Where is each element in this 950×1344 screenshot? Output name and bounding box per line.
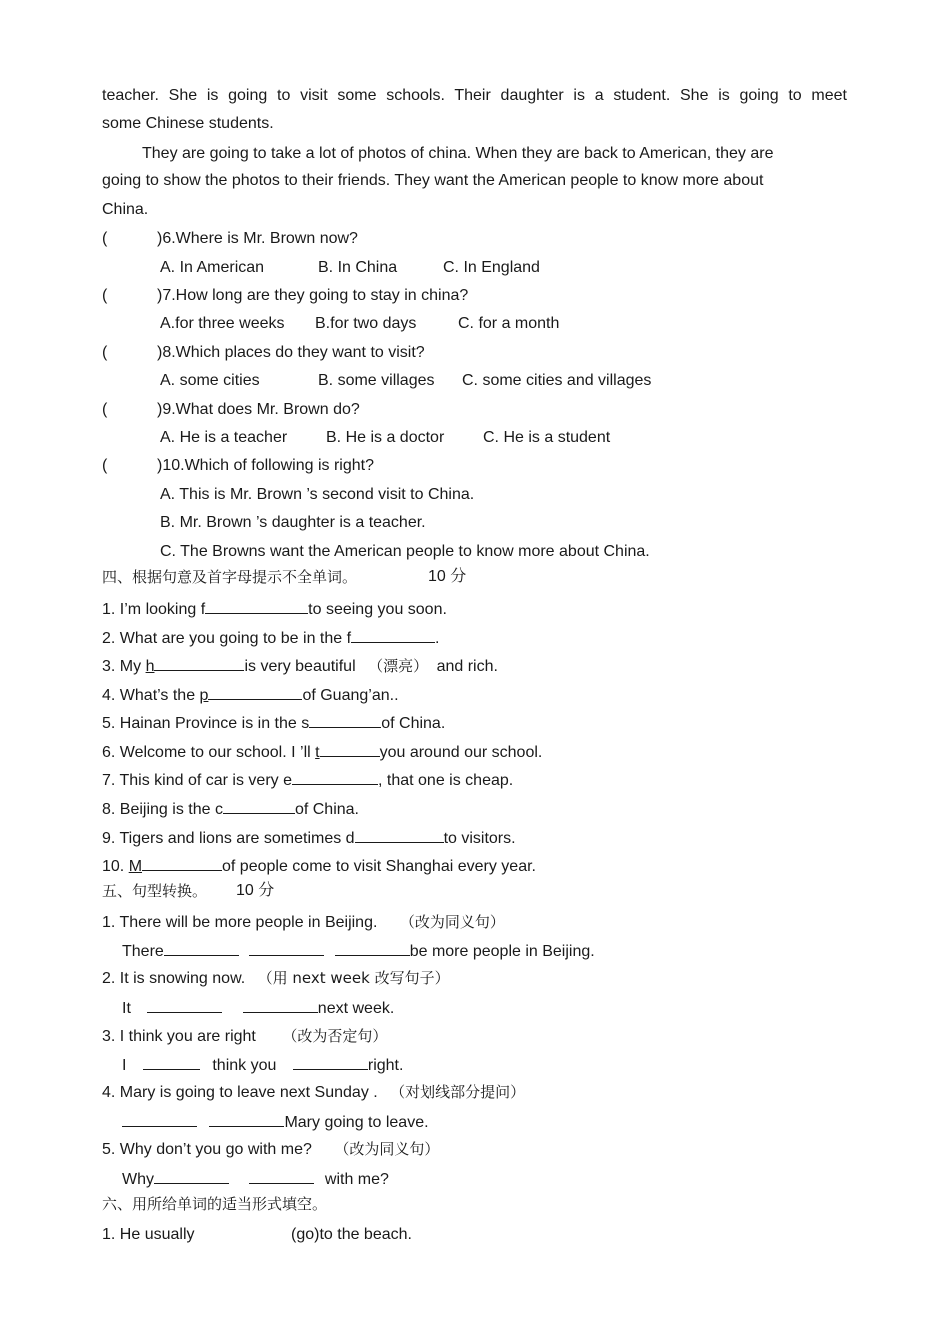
section-heading: 六、用所给单词的适当形式填空。 xyxy=(102,1195,328,1213)
answer-paren: ( xyxy=(102,230,108,247)
answer-blank[interactable] xyxy=(205,598,308,614)
transform-question: 1. There will be more people in Beijing. （改为同义句） xyxy=(102,913,505,931)
answer-blank[interactable] xyxy=(209,1111,284,1127)
transform-question: 2. It is snowing now. （用 next week 改写句子） xyxy=(102,969,450,987)
fill-item: 3. My h is very beautiful （漂亮） and rich. xyxy=(102,657,498,675)
answer-blank[interactable] xyxy=(249,1168,314,1184)
answer-blank[interactable] xyxy=(309,712,381,728)
fill-item: 6. Welcome to our school. I ’ll t you around our school. xyxy=(102,741,542,763)
transform-question: 4. Mary is going to leave next Sunday . （对划线部分提问） xyxy=(102,1083,526,1101)
question-stem: )9.What does Mr. Brown do? xyxy=(157,401,360,418)
fill-item: 5. Hainan Province is in the s of China. xyxy=(102,712,445,734)
transform-answer: There be more people in Beijing. xyxy=(122,940,595,962)
option-c: C. The Browns want the American people to know more about China. xyxy=(160,543,650,560)
question-stem: )8.Which places do they want to visit? xyxy=(157,344,425,361)
fill-item: 9. Tigers and lions are sometimes d to visitors. xyxy=(102,827,516,849)
answer-blank[interactable] xyxy=(293,1054,368,1070)
answer-blank[interactable] xyxy=(154,1168,229,1184)
answer-blank[interactable] xyxy=(292,769,378,785)
option-a: A. some cities xyxy=(160,372,260,389)
transform-question: 5. Why don’t you go with me? （改为同义句） xyxy=(102,1140,440,1158)
fill-item: 7. This kind of car is very e , that one is cheap. xyxy=(102,769,513,791)
question-stem: )10.Which of following is right? xyxy=(157,457,374,474)
answer-blank[interactable] xyxy=(208,684,302,700)
option-a: A.for three weeks xyxy=(160,315,285,332)
answer-blank[interactable] xyxy=(122,1111,197,1127)
option-b: B.for two days xyxy=(315,315,417,332)
transform-answer: Mary going to leave. xyxy=(122,1111,429,1133)
answer-blank[interactable] xyxy=(147,997,222,1013)
fill-item: 1. I’m looking f to seeing you soon. xyxy=(102,598,447,620)
answer-blank[interactable] xyxy=(335,940,410,956)
answer-blank[interactable] xyxy=(249,940,324,956)
fill-item: 4. What’s the p of Guang’an.. xyxy=(102,684,399,706)
option-a: A. He is a teacher xyxy=(160,429,288,446)
transform-question: 3. I think you are right （改为否定句） xyxy=(102,1027,388,1045)
option-c: C. He is a student xyxy=(483,429,611,446)
section-heading: 五、句型转换。 xyxy=(102,882,208,900)
passage-line: going to show the photos to their friends. They want the American people to know more about xyxy=(102,172,764,189)
section-score: 10 分 xyxy=(236,882,275,899)
answer-paren: ( xyxy=(102,344,108,361)
answer-blank[interactable] xyxy=(243,997,318,1013)
answer-blank[interactable] xyxy=(143,1054,200,1070)
option-b: B. He is a doctor xyxy=(326,429,445,446)
answer-paren: ( xyxy=(102,457,108,474)
option-c: C. some cities and villages xyxy=(462,372,652,389)
answer-blank[interactable] xyxy=(154,655,244,671)
question-stem: )7.How long are they going to stay in china? xyxy=(157,287,469,304)
fill-item: 10. M of people come to visit Shanghai every year. xyxy=(102,855,536,877)
answer-blank[interactable] xyxy=(164,940,239,956)
option-b: B. In China xyxy=(318,259,398,276)
answer-blank[interactable] xyxy=(320,741,380,757)
passage-line: They are going to take a lot of photos of china. When they are back to American, they are xyxy=(142,145,774,162)
option-a: A. In American xyxy=(160,259,265,276)
passage-line: teacher. She is going to visit some schools. Their daughter is a student. She is going to meet xyxy=(102,87,847,104)
option-b: B. some villages xyxy=(318,372,435,389)
question-stem: )6.Where is Mr. Brown now? xyxy=(157,230,358,247)
section-heading: 四、根据句意及首字母提示不全单词。 xyxy=(102,568,358,586)
transform-answer: It next week. xyxy=(122,997,394,1019)
passage-line: China. xyxy=(102,201,149,218)
answer-blank[interactable] xyxy=(223,798,295,814)
answer-blank[interactable] xyxy=(142,855,222,871)
option-c: C. for a month xyxy=(458,315,560,332)
option-b: B. Mr. Brown ’s daughter is a teacher. xyxy=(160,514,426,531)
option-a: A. This is Mr. Brown ’s second visit to China. xyxy=(160,486,475,503)
answer-blank[interactable] xyxy=(351,627,435,643)
section-score: 10 分 xyxy=(428,568,467,585)
fill-item-tail: (go)to the beach. xyxy=(291,1226,412,1243)
transform-answer: Why with me? xyxy=(122,1168,389,1190)
fill-item: 1. He usually xyxy=(102,1226,195,1243)
answer-paren: ( xyxy=(102,401,108,418)
answer-paren: ( xyxy=(102,287,108,304)
transform-answer: I think you right. xyxy=(122,1054,403,1076)
answer-blank[interactable] xyxy=(355,827,444,843)
fill-item: 8. Beijing is the c of China. xyxy=(102,798,359,820)
passage-line: some Chinese students. xyxy=(102,115,274,132)
option-c: C. In England xyxy=(443,259,540,276)
fill-item: 2. What are you going to be in the f . xyxy=(102,627,440,649)
